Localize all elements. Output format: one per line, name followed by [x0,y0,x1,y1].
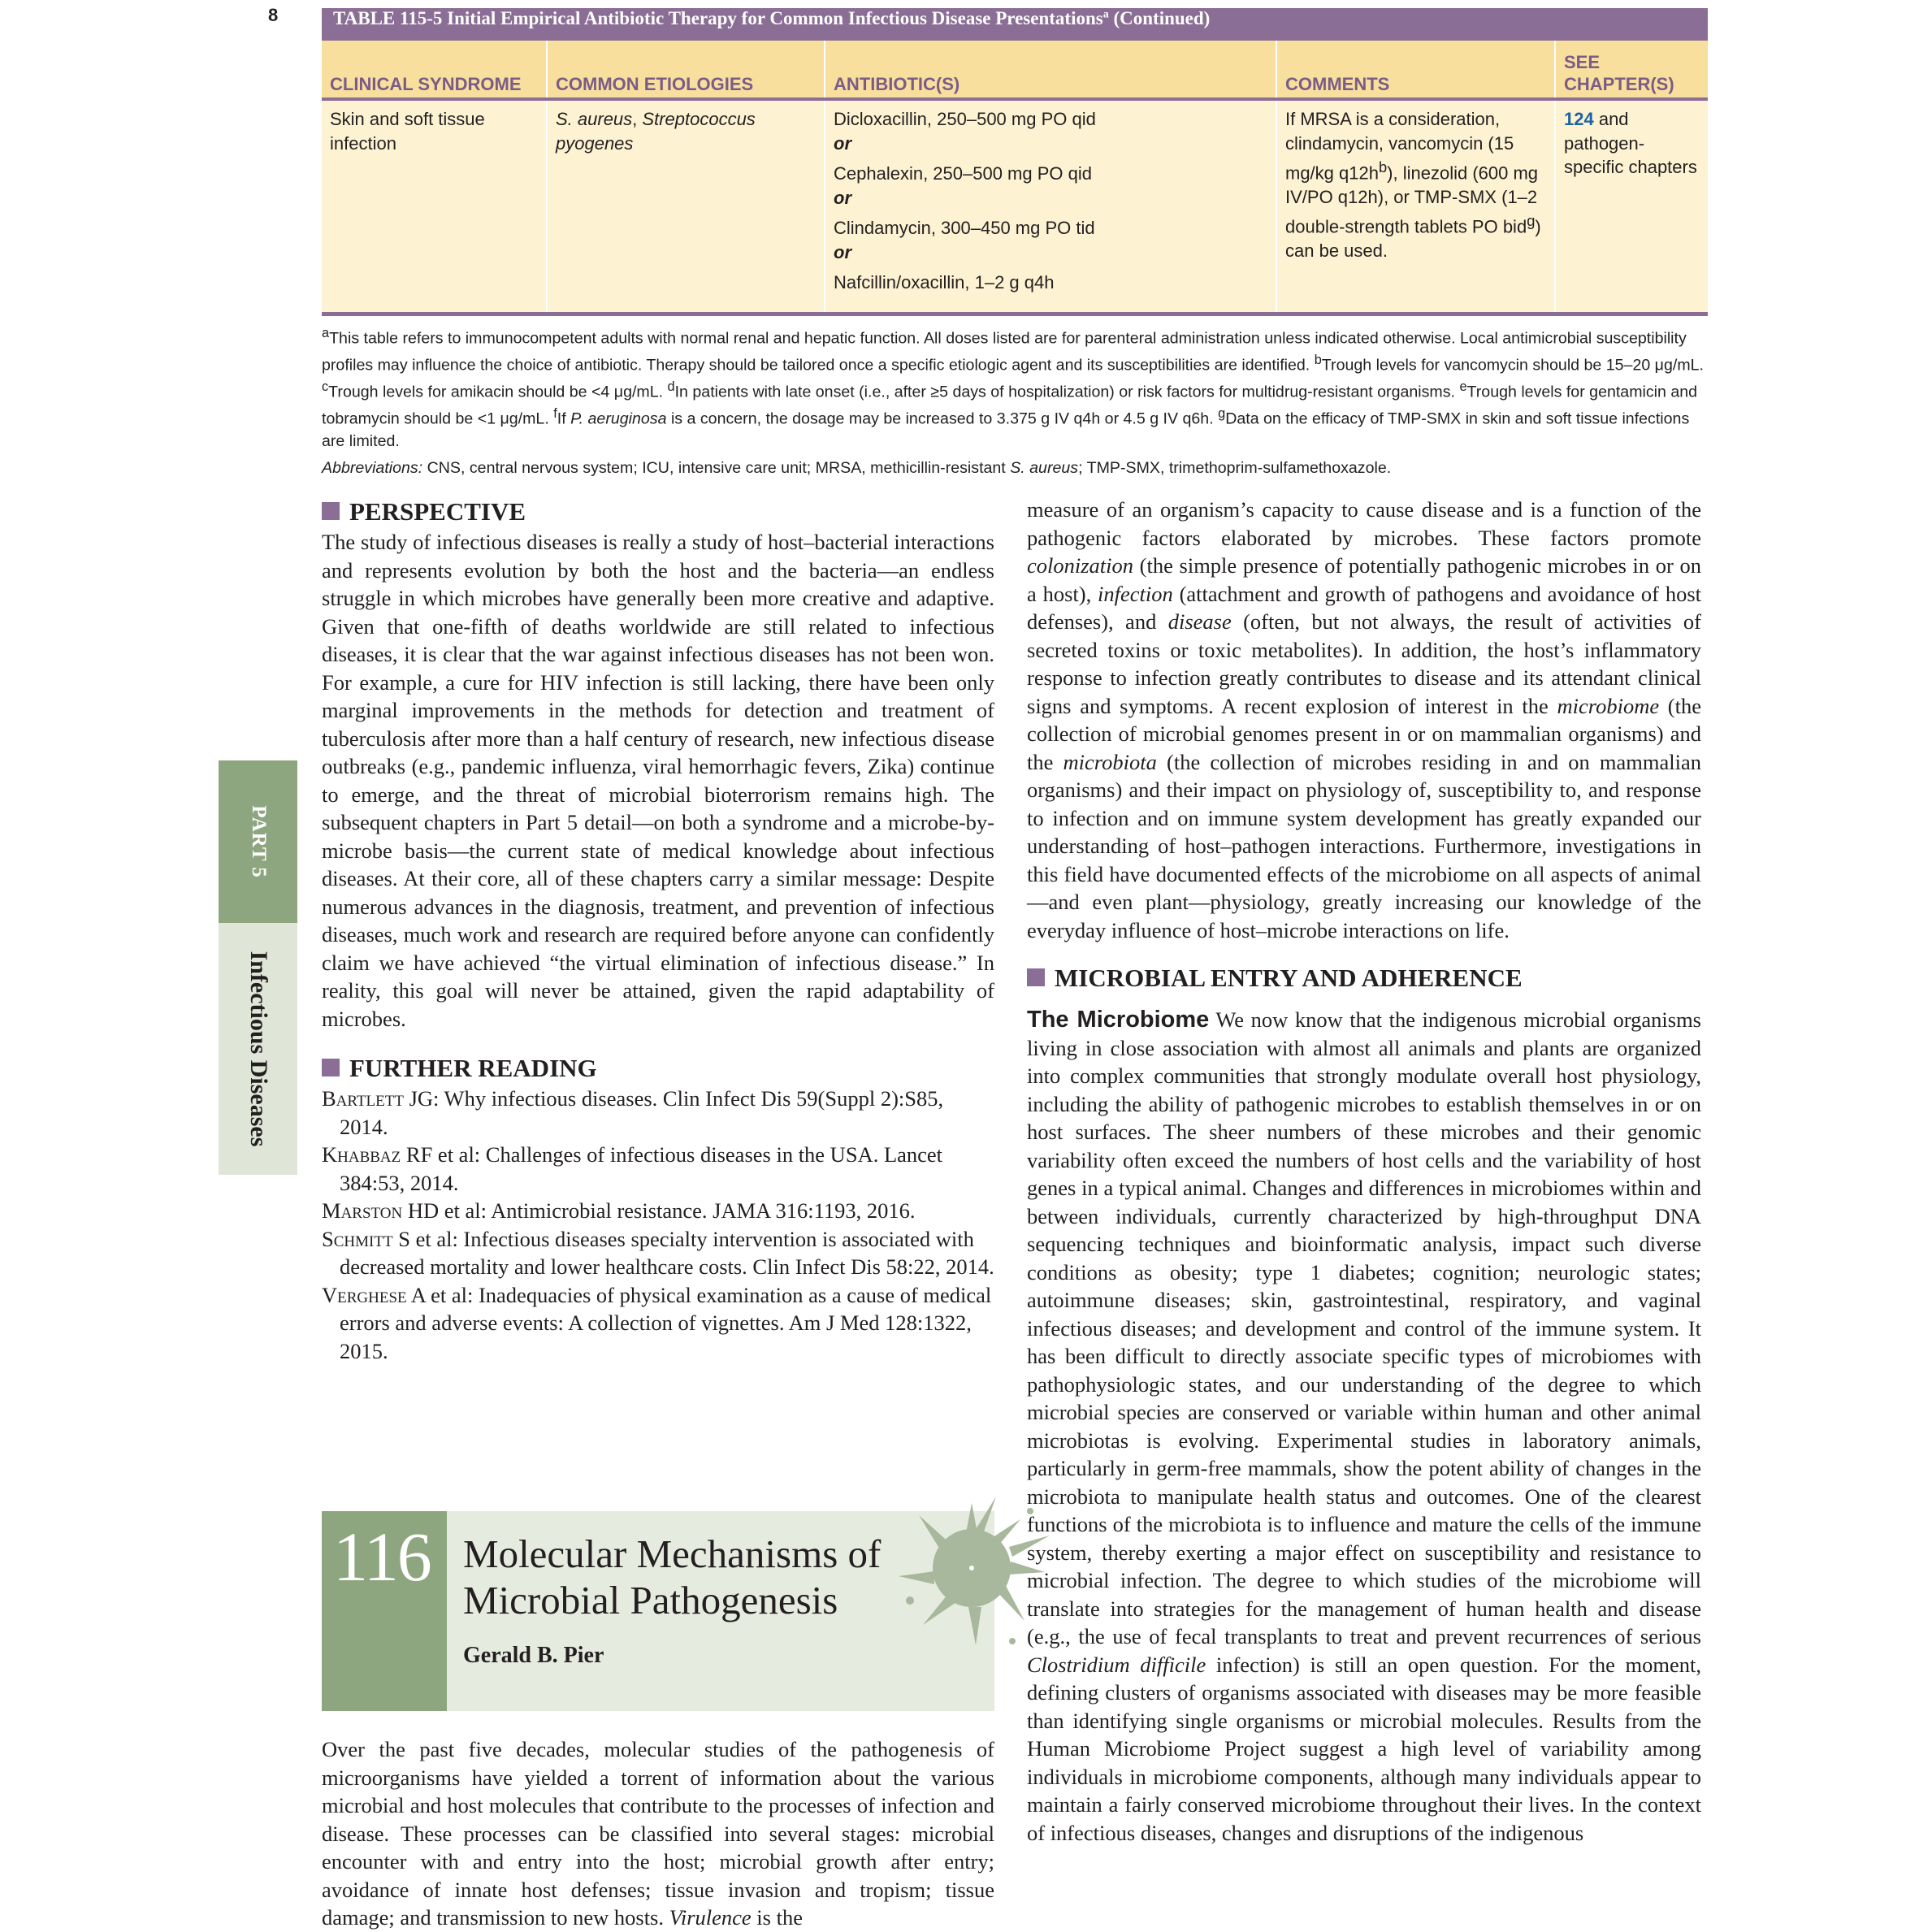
abbreviations-label: Abbreviations: [322,459,423,478]
left-column [322,496,994,1365]
intro-italic: Virulence [669,1905,752,1930]
or-label: or [834,132,851,154]
body-text: (the collection of microbes residing in and on mammalian organisms) and their impact on physiology of, susceptibility to, and response to infection and on immune system development has greatly expanded our understanding of host–pathogen interactions. Furthermore, investigations in this field have documented effects of the microbiome on all aspects of animal—and even plant—physiology, greatly increasing our knowledge of the everyday influence of host–microbe interactions on life. [1027,749,1701,942]
further-reading-heading-text: FURTHER READING [349,1054,597,1082]
chapter-text: and pathogen-specific chapters [1564,109,1697,177]
section-square-icon [322,1059,340,1076]
reference-item [322,1197,994,1225]
footnote-text: Data on the efficacy of TMP-SMX in skin and soft tissue infections are limited. [322,409,1690,450]
reference-item [322,1225,994,1281]
reference-item [322,1085,994,1141]
abbreviations-text: CNS, central nervous system; ICU, intensive care unit; MRSA, methicillin-resistant [422,459,1011,478]
table-row [322,99,1708,314]
chapter-link-124[interactable]: 124 [1564,109,1594,129]
chapter-title-line: Microbial Pathogenesis [463,1578,838,1622]
comment-text: ) can be used. [1285,216,1541,262]
body-text: (often, but not always, the result of activities of secreted toxins or toxic metabolites). In addition, the host’s inflammatory response to infection greatly contributes to disease and its attendant clinical signs and symptoms. A recent explosion of interest in the [1027,609,1701,718]
footnote-text: Trough levels for gentamicin and tobramycin should be <1 μg/mL. [322,383,1698,428]
footnote-text: Trough levels for vancomycin should be 15–20 μg/mL. [1321,356,1704,375]
antibiotic-option: Dicloxacillin, 250–500 mg PO qid [834,109,1096,129]
reference-text: S et al: Infectious diseases specialty intervention is associated with decreased mortality and lower healthcare costs. Clin Infect Dis 58:22, 2014. [340,1226,994,1279]
body-text: We now know that the indigenous microbial organisms living in close association with almost all animals and plants are organized into complex communities that strongly modulate overall host physiology, including the ability of pathogenic microbes to establish themselves in or on host surfaces. The sheer numbers of these microbes and their genomic variability often exceed the numbers of host cells and the variability of host genes in a typical animal. Changes and differences in microbiomes within and between individuals, currently characterized by high-throughput DNA sequencing techniques and bioinformatic analysis, impact such diverse conditions as obesity; type 1 diabetes; cognition; neurologic states; autoimmune diseases; skin, gastrointestinal, respiratory, and vaginal infectious diseases; and development and control of the immune system. It has been difficult to directly associate specific types of microbiomes with pathophysiologic states, and our understanding of the degree to which microbial species are conserved or variable within human and other animal microbiotas is evolving. Experimental studies in laboratory animals, particularly in germ-free mammals, show the potent ability of changes in the microbiota to manipulate health status and outcomes. One of the clearest functions of the microbiota is to influence and mature the cells of the immune system, thereby exerting a major effect on susceptibility and resistance to microbial infection. The degree to which studies of the microbiome will translate into strategies for the management of human health and disease (e.g., the use of fecal transplants to treat and prevent recurrences of serious [1027,1007,1701,1648]
term-italic: Clostridium difficile [1027,1652,1206,1677]
footnote-mark: a [322,326,330,340]
comment-text: ), linezolid (600 mg IV/PO q12h), or TMP-SMX (1–2 double-strength tablets PO bid [1285,162,1539,237]
intro-text: is the [751,1905,803,1930]
term-italic: disease [1167,609,1232,634]
reference-author: Khabbaz [322,1142,401,1167]
chapter-intro-text [322,1735,994,1932]
antibiotic-option: Clindamycin, 300–450 mg PO tid [834,218,1095,238]
col-header-etiologies: COMMON ETIOLOGIES [547,41,825,99]
page-number: 8 [268,5,279,25]
side-tab-section [219,923,297,1175]
side-tab-part-label: PART 5 [247,805,270,878]
table-body [322,41,1708,316]
reference-author: Bartlett [322,1086,404,1111]
reference-item [322,1281,994,1366]
footnote-mark: b [1378,158,1388,175]
antibiotic-option: Nafcillin/oxacillin, 1–2 g q4h [834,272,1055,292]
footnote-mark: g [1218,406,1226,422]
cell-chapters [1555,99,1708,314]
footnote-mark: d [667,379,675,395]
body-text: (attachment and growth of pathogens and avoidance of host defenses), and [1027,581,1701,634]
abbreviations-text: ; TMP-SMX, trimethoprim-sulfamethoxazole. [1078,459,1392,478]
table-title-footnote-mark: a [1102,8,1109,21]
chapter-intro [322,1735,994,1932]
virulence-paragraph [1027,496,1701,944]
side-tab-part [219,760,297,923]
col-header-comments: COMMENTS [1276,41,1555,99]
cell-antibiotics [825,99,1276,314]
footnote-paragraph [322,323,1711,452]
footnote-mark: f [553,406,557,422]
reference-item [322,1141,994,1197]
footnote-mark: e [1459,379,1467,395]
antibiotic-option: Cephalexin, 250–500 mg PO qid [834,163,1092,184]
reference-author: Marston [322,1198,403,1223]
abbreviations [322,457,1711,479]
or-label: or [834,187,851,208]
table-title-main: TABLE 115-5 Initial Empirical Antibiotic Therapy for Common Infectious Disease Presentations [333,8,1103,28]
footnote-mark: b [1314,353,1322,368]
chapter-number-box [322,1511,447,1711]
section-square-icon [322,502,340,520]
footnote-text: is a concern, the dosage may be increased to 3.375 g IV q4h or 4.5 g IV q6h. [666,409,1219,428]
etiology-strep: Streptococcus pyogenes [556,109,756,154]
footnote-mark: g [1527,212,1536,230]
footnote-mark: c [322,379,329,395]
cell-comments [1276,99,1555,314]
col-header-antibiotics: ANTIBIOTIC(S) [825,41,1276,99]
section-square-icon [1027,968,1045,986]
term-italic: infection [1098,581,1173,606]
microbiome-subheading: The Microbiome [1027,1007,1210,1033]
table-footnotes [322,323,1711,479]
cell-etiology [547,99,825,314]
perspective-text: The study of infectious diseases is really a study of host–bacterial interactions and represents evolution by both the host and the bacteria—an endless struggle in which microbes have generally been more creative and adaptive. Given that one-fifth of deaths worldwide are still related to infectious diseases, it is clear that the war against infectious diseases has not been won. For example, a cure for HIV infection is still lacking, there have been only marginal improvements in the methods for detection and treatment of tuberculosis after more than a half century of research, new infectious disease outbreaks (e.g., pandemic influenza, viral hemorrhagic fevers, Zika) continue to emerge, and the threat of microbial bioterrorism remains high. The subsequent chapters in Part 5 detail—on both a syndrome and a microbe-by-microbe basis—the current state of medical knowledge about infectious diseases. At their core, all of these chapters carry a similar message: Despite numerous advances in the diagnosis, treatment, and prevention of infectious diseases, much work and research are required before anyone can confidently claim we have achieved “the virtual elimination of infectious disease.” In reality, this goal will never be attained, given the rapid adaptability of microbes. [322,530,994,1031]
table-title-continued: (Continued) [1108,8,1211,28]
body-text: (the simple presence of potentially pathogenic microbes in or on a host), [1027,553,1701,606]
footnote-text: If [557,409,571,428]
perspective-heading-text: PERSPECTIVE [349,497,526,526]
reference-author: Verghese [322,1282,407,1307]
reference-text: JG: Why infectious diseases. Clin Infect Dis 59(Suppl 2):S85, 2014. [340,1086,944,1139]
comment-text: If MRSA is a consideration, clindamycin, vancomycin (15 mg/kg q12h [1285,109,1514,184]
perspective-heading [322,496,994,528]
etiology-s-aureus: S. aureus [556,109,633,129]
chapter-title [463,1531,918,1623]
cell-syndrome: Skin and soft tissue infection [322,99,547,314]
footnote-text: In patients with late onset (i.e., after ≥5 days of hospitalization) or risk factors for multidrug-resistant organisms. [674,383,1460,401]
reference-text: HD et al: Antimicrobial resistance. JAMA 316:1193, 2016. [402,1198,916,1223]
footnote-text: This table refers to immunocompetent adults with normal renal and hepatic function. All doses listed are for parenteral administration unless indicated otherwise. Local antimicrobial susceptibility profiles may influence the choice of antibiotic. Therapy should be tailored once a specific etiologic agent and its susceptibilities are identified. [322,329,1687,375]
microbial-entry-heading [1027,962,1701,994]
body-text: (the collection of microbial genomes present in or on mammalian organisms) and the [1027,693,1702,774]
footnote-italic: P. aeruginosa [570,409,667,428]
col-header-chapters: SEE CHAPTER(S) [1555,41,1708,99]
side-tab-section-label: Infectious Diseases [245,951,272,1147]
chapter-author: Gerald B. Pier [463,1643,604,1668]
reference-author: Schmitt [322,1226,393,1251]
term-italic: microbiome [1557,693,1660,718]
further-reading-heading [322,1052,994,1085]
intro-text: Over the past five decades, molecular studies of the pathogenesis of microorganisms have yielded a torrent of information about the various microbial and host molecules that contribute to the processes of infection and disease. These processes can be classified into several stages: microbial encounter with and entry into the host; microbial growth after entry; avoidance of innate host defenses; tissue invasion and tropism; tissue damage; and transmission to new hosts. [322,1737,994,1930]
table-title [322,8,1708,41]
chapter-title-line: Molecular Mechanisms of [463,1531,882,1576]
abbreviations-italic: S. aureus [1010,459,1079,478]
reference-text: RF et al: Challenges of infectious diseases in the USA. Lancet 384:53, 2014. [340,1142,943,1195]
reference-text: A et al: Inadequacies of physical examination as a cause of medical errors and adverse events: A collection of vignettes. Am J Med 128:1322, 2015. [340,1282,992,1363]
chapter-banner [322,1511,994,1711]
or-label: or [834,241,851,262]
etiology-separator: , [632,109,643,129]
microbiome-paragraph [1027,1006,1701,1847]
microbial-entry-heading-text: MICROBIAL ENTRY AND ADHERENCE [1055,964,1523,992]
term-italic: microbiota [1063,749,1157,774]
body-text: infection) is still an open question. For the moment, defining clusters of organisms associated with diseases may be more feasible than identifying single organisms or microbial molecules. Results from the Human Microbiome Project suggest a high level of variability among individuals in microbiome components, although many individuals appear to maintain a fairly conserved microbiome throughout their lives. In the context of infectious diseases, changes and disruptions of the indigenous [1027,1652,1702,1845]
chapter-number: 116 [333,1518,431,1596]
footnote-text: Trough levels for amikacin should be <4 μg/mL. [328,383,668,401]
body-text: measure of an organism’s capacity to cause disease and is a function of the pathogenic factors elaborated by microbes. These factors promote [1027,497,1701,550]
col-header-syndrome: CLINICAL SYNDROME [322,41,547,99]
right-column [1027,496,1701,1847]
term-italic: colonization [1027,553,1134,578]
antibiotic-table [322,8,1708,316]
